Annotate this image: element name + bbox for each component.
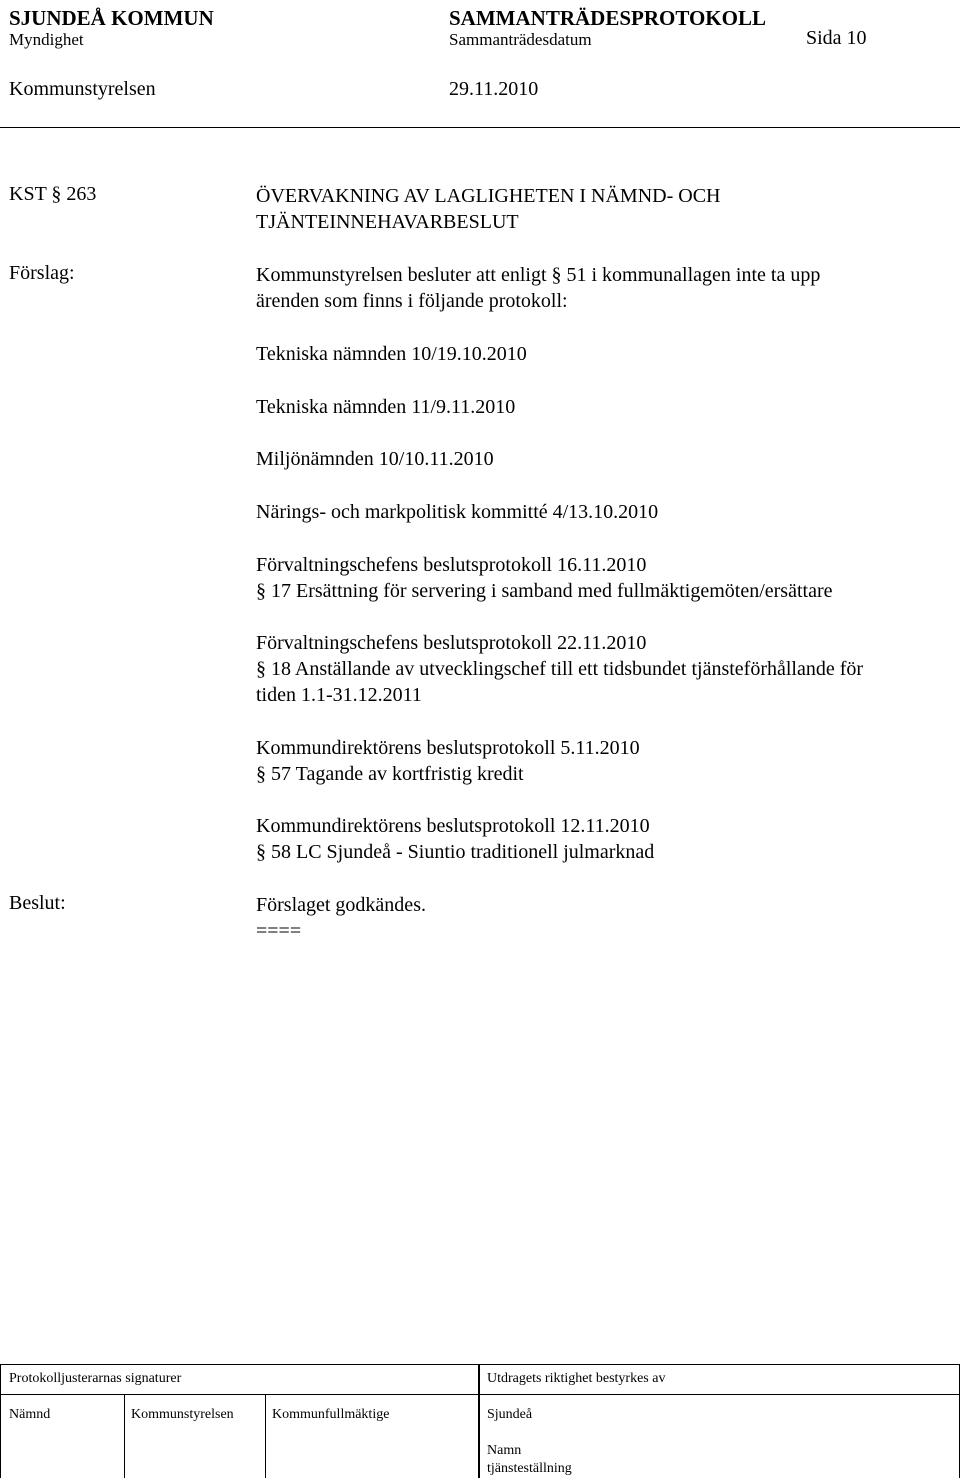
manager-protocol-item-cont: tiden 1.1-31.12.2011 (256, 684, 422, 706)
protocol-item: Miljönämnden 10/10.11.2010 (256, 448, 494, 470)
director-protocol-title: Kommundirektörens beslutsprotokoll 12.11.2010 (256, 815, 650, 837)
name-label: Namn (487, 1443, 522, 1458)
proposal-text-line1: Kommunstyrelsen besluter att enligt § 51 i kommunallagen inte ta upp (256, 264, 821, 286)
manager-protocol-title: Förvaltningschefens beslutsprotokoll 16.11.2010 (256, 554, 647, 576)
director-protocol-title: Kommundirektörens beslutsprotokoll 5.11.2010 (256, 737, 640, 759)
footer-col-divider (124, 1394, 125, 1478)
protocol-item: Närings- och markpolitisk kommitté 4/13.10.2010 (256, 501, 659, 523)
decision-text: Förslaget godkändes. (256, 894, 426, 916)
page-number: Sida 10 (806, 27, 867, 49)
meeting-date-label: Sammanträdesdatum (449, 30, 592, 49)
position-label: tjänsteställning (487, 1461, 572, 1476)
municipality-name: SJUNDEÅ KOMMUN (9, 6, 214, 30)
section-title-line1: ÖVERVAKNING AV LAGLIGHETEN I NÄMND- OCH (256, 185, 721, 207)
director-protocol-item: § 57 Tagande av kortfristig kredit (256, 763, 524, 785)
end-mark: ==== (256, 920, 302, 942)
proposal-text-line2: ärenden som finns i följande protokoll: (256, 290, 568, 312)
manager-protocol-item: § 18 Anställande av utvecklingschef till ett tidsbundet tjänsteförhållande för (256, 658, 864, 680)
certification-place: Sjundeå (487, 1407, 533, 1422)
authority-label: Myndighet (9, 30, 84, 49)
footer-left-border (0, 1364, 1, 1478)
signatures-label: Protokolljusterarnas signaturer (9, 1371, 182, 1386)
proposal-label: Förslag: (9, 262, 75, 284)
footer-col-kommunfullmaktige: Kommunfullmäktige (272, 1407, 390, 1422)
footer-row-divider (0, 1394, 960, 1395)
protocol-item: Tekniska nämnden 10/19.10.2010 (256, 343, 527, 365)
director-protocol-item: § 58 LC Sjundeå - Siuntio traditionell julmarknad (256, 841, 655, 863)
meeting-date: 29.11.2010 (449, 78, 539, 100)
protocol-item: Tekniska nämnden 11/9.11.2010 (256, 396, 516, 418)
footer-top-border (0, 1364, 960, 1365)
section-title-line2: TJÄNTEINNEHAVARBESLUT (256, 211, 519, 233)
document-type: SAMMANTRÄDESPROTOKOLL (449, 6, 766, 30)
footer-col-kommunstyrelsen: Kommunstyrelsen (131, 1407, 234, 1422)
body-label: Nämnd (9, 1407, 51, 1422)
footer-middle-divider (478, 1364, 480, 1478)
header-divider (0, 127, 960, 128)
manager-protocol-title: Förvaltningschefens beslutsprotokoll 22.11.2010 (256, 632, 647, 654)
section-number: KST § 263 (9, 183, 97, 205)
authority-name: Kommunstyrelsen (9, 78, 156, 100)
manager-protocol-item: § 17 Ersättning för servering i samband med fullmäktigemöten/ersättare (256, 580, 833, 602)
certified-label: Utdragets riktighet bestyrkes av (487, 1371, 666, 1386)
footer-col-divider (265, 1394, 266, 1478)
decision-label: Beslut: (9, 892, 66, 914)
